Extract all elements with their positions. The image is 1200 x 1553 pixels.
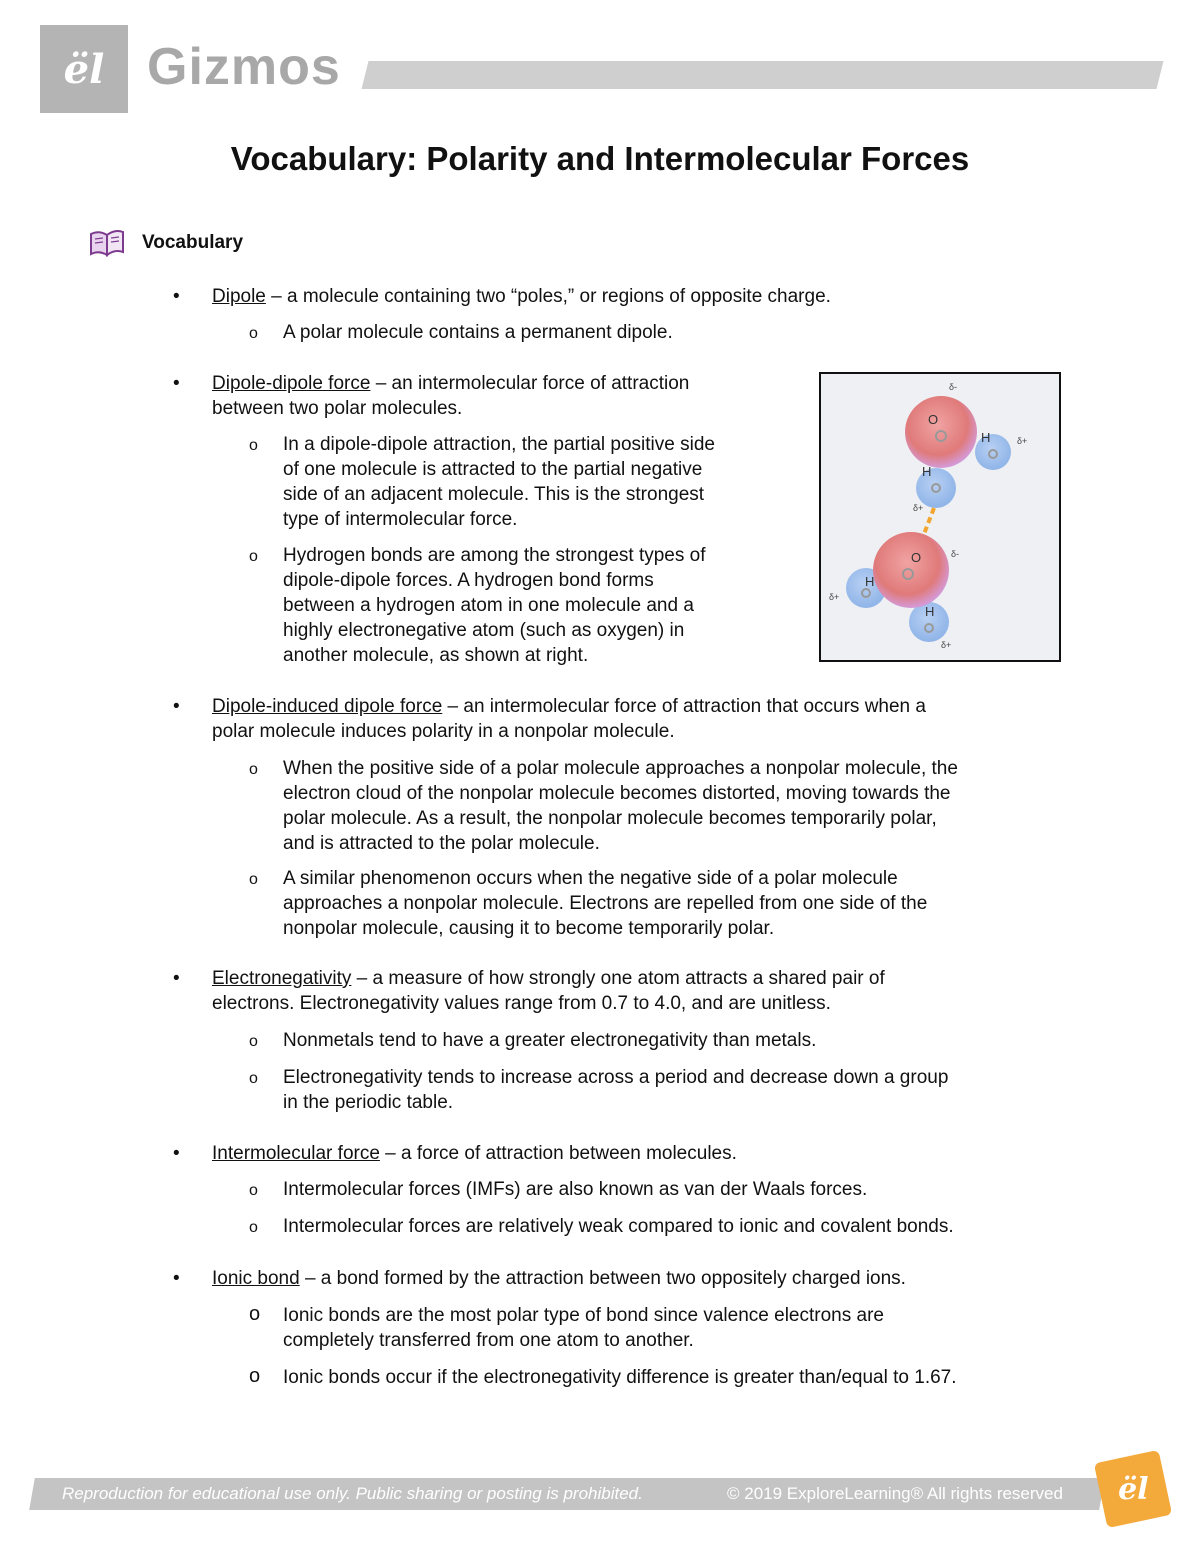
- bullet: •: [173, 696, 180, 717]
- sub-bullet: o: [249, 1219, 258, 1236]
- sub-point: in the periodic table.: [283, 1092, 454, 1113]
- footer-notice: Reproduction for educational use only. Public sharing or posting is prohibited.: [62, 1484, 643, 1503]
- sub-bullet: o: [249, 1303, 261, 1325]
- bullet: •: [173, 968, 180, 989]
- logo-text: ël: [63, 45, 105, 93]
- delta-negative-label: δ-: [949, 382, 958, 392]
- gizmos-logo: [40, 25, 128, 113]
- sub-point: side of an adjacent molecule. This is the strongest: [283, 484, 705, 505]
- section-label: Vocabulary: [142, 232, 244, 253]
- sub-point: highly electronegative atom (such as oxygen) in: [283, 620, 685, 641]
- bullet: •: [173, 1143, 180, 1164]
- hydrogen-label: H: [925, 604, 935, 619]
- sub-point: approaches a nonpolar molecule. Electrons are repelled from one side of the: [283, 893, 928, 914]
- definition-dipole: [212, 284, 831, 309]
- delta-positive-label: δ+: [1017, 436, 1028, 446]
- term-dipole: Dipole: [212, 286, 266, 307]
- sub-bullet: o: [249, 1365, 261, 1387]
- sub-bullet: o: [249, 1033, 258, 1050]
- header: [40, 25, 1160, 113]
- sub-point: and is attracted to the polar molecule.: [283, 833, 600, 854]
- sub-point: Ionic bonds occur if the electronegativity difference is greater than/equal to 1.67.: [283, 1367, 957, 1388]
- hydrogen-label: H: [865, 574, 875, 589]
- sub-point: When the positive side of a polar molecule approaches a nonpolar molecule, the: [283, 758, 958, 779]
- header-bar: [362, 61, 1164, 89]
- sub-point: Hydrogen bonds are among the strongest types of: [283, 545, 706, 566]
- hydrogen-bond-figure: [819, 372, 1061, 662]
- book-icon: [88, 228, 126, 258]
- sub-bullet: o: [249, 871, 258, 888]
- sub-point: electron cloud of the nonpolar molecule becomes distorted, moving towards the: [283, 783, 951, 804]
- bullet: •: [173, 286, 180, 307]
- sub-point: between a hydrogen atom in one molecule and a: [283, 595, 694, 616]
- definition-text: – an intermolecular force of attraction that occurs when a: [442, 696, 926, 717]
- sub-point: A polar molecule contains a permanent dipole.: [283, 322, 673, 343]
- definition-text: – a molecule containing two “poles,” or regions of opposite charge.: [265, 286, 831, 307]
- definition-text: – a measure of how strongly one atom attracts a shared pair of: [351, 968, 885, 989]
- definition-text: – a force of attraction between molecules.: [379, 1143, 737, 1164]
- sub-point: another molecule, as shown at right.: [283, 645, 589, 666]
- footer-copyright: © 2019 ExploreLearning® All rights reserved: [727, 1484, 1063, 1503]
- sub-point: Nonmetals tend to have a greater electronegativity than metals.: [283, 1030, 817, 1051]
- definition-intermolecular-force: [212, 1141, 737, 1166]
- bullet: •: [173, 373, 180, 394]
- term-ionic-bond: Ionic bond: [212, 1268, 300, 1289]
- sub-point: Electronegativity tends to increase across a period and decrease down a group: [283, 1067, 949, 1088]
- sub-bullet: o: [249, 548, 258, 565]
- hydrogen-label: H: [981, 430, 991, 445]
- term-electronegativity: Electronegativity: [212, 968, 352, 989]
- sub-point: A similar phenomenon occurs when the negative side of a polar molecule: [283, 868, 898, 889]
- definition-text-continued: electrons. Electronegativity values range from 0.7 to 4.0, and are unitless.: [212, 993, 831, 1014]
- brand-name: Gizmos: [147, 38, 341, 96]
- definition-text: – an intermolecular force of attraction: [370, 373, 690, 394]
- sub-bullet: o: [249, 761, 258, 778]
- sub-point: nonpolar molecule, causing it to become temporarily polar.: [283, 918, 775, 939]
- footer-logo-text: ël: [1117, 1471, 1149, 1507]
- delta-positive-label: δ+: [913, 503, 924, 513]
- delta-positive-label: δ+: [941, 640, 952, 650]
- sub-point: Intermolecular forces are relatively weak compared to ionic and covalent bonds.: [283, 1216, 954, 1237]
- page-title: Vocabulary: Polarity and Intermolecular Forces: [230, 140, 970, 177]
- bullet: •: [173, 1268, 180, 1289]
- sub-point: polar molecule. As a result, the nonpolar molecule becomes temporarily polar,: [283, 808, 937, 829]
- oxygen-label: O: [928, 412, 939, 427]
- hydrogen-label: H: [922, 464, 932, 479]
- definition-text-continued: between two polar molecules.: [212, 398, 463, 419]
- sub-point: type of intermolecular force.: [283, 509, 518, 530]
- definition-text: – a bond formed by the attraction between two oppositely charged ions.: [299, 1268, 906, 1289]
- sub-bullet: o: [249, 1070, 258, 1087]
- sub-point: Ionic bonds are the most polar type of bond since valence electrons are: [283, 1305, 884, 1326]
- delta-positive-label: δ+: [829, 592, 840, 602]
- definition-text-continued: polar molecule induces polarity in a nonpolar molecule.: [212, 721, 675, 742]
- sub-point: completely transferred from one atom to another.: [283, 1330, 694, 1351]
- sub-point: of one molecule is attracted to the partial negative: [283, 459, 703, 480]
- term-dipole-dipole-force: Dipole-dipole force: [212, 373, 371, 394]
- definition-dipole-induced-dipole-force: [212, 694, 926, 719]
- sub-bullet: o: [249, 325, 258, 342]
- explorelearning-logo: [1094, 1450, 1172, 1528]
- sub-point: Intermolecular forces (IMFs) are also known as van der Waals forces.: [283, 1179, 868, 1200]
- sub-bullet: o: [249, 1182, 258, 1199]
- vocabulary-heading: [88, 228, 243, 258]
- hydrogen-bond-line: [924, 508, 934, 534]
- oxygen-label: O: [911, 550, 922, 565]
- sub-point: In a dipole-dipole attraction, the partial positive side: [283, 434, 715, 455]
- sub-point: dipole-dipole forces. A hydrogen bond forms: [283, 570, 654, 591]
- definition-ionic-bond: [212, 1266, 906, 1291]
- definition-dipole-dipole-force: [212, 371, 689, 396]
- delta-negative-label: δ-: [951, 549, 960, 559]
- term-intermolecular-force: Intermolecular force: [212, 1143, 380, 1164]
- sub-bullet: o: [249, 437, 258, 454]
- definition-electronegativity: [212, 966, 885, 991]
- water-molecules-diagram: [821, 374, 1059, 660]
- term-dipole-induced-dipole-force: Dipole-induced dipole force: [212, 696, 443, 717]
